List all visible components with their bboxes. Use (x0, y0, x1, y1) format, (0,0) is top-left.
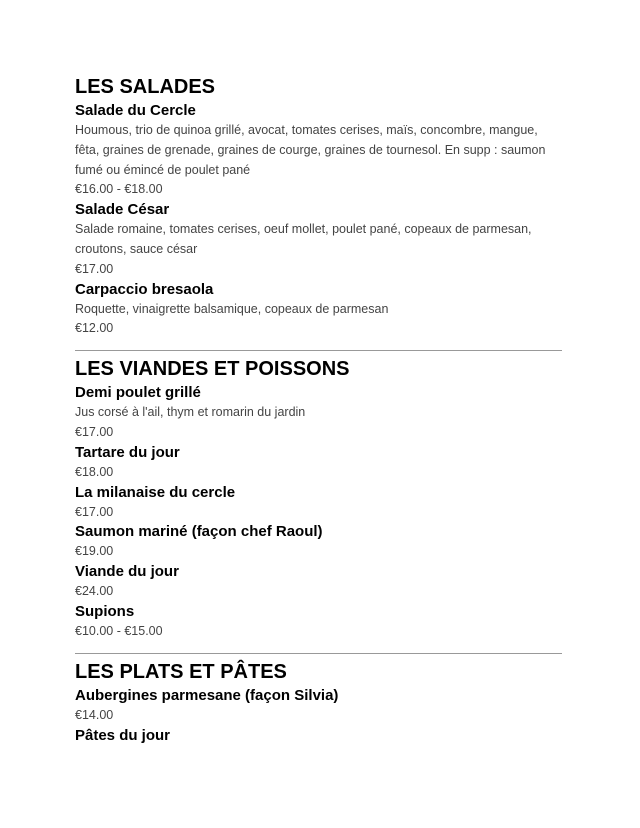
menu-item (75, 602, 562, 642)
menu-section (75, 658, 562, 746)
menu-section (75, 73, 562, 339)
menu-section (75, 355, 562, 642)
item-name: Saumon mariné (façon chef Raoul) (75, 523, 323, 541)
menu-item (75, 280, 562, 340)
section-title: LES SALADES (75, 76, 216, 98)
menu-item (75, 562, 562, 602)
item-name: Demi poulet grillé (75, 384, 201, 402)
item-name: Viande du jour (75, 563, 179, 581)
item-name: Aubergines parmesane (façon Silvia) (75, 686, 339, 704)
item-price: €24.00 (75, 584, 114, 599)
menu-item (75, 101, 562, 200)
item-name: La milanaise du cercle (75, 483, 236, 501)
item-price: €18.00 (75, 464, 114, 479)
section-divider (75, 653, 562, 654)
menu-item (75, 522, 562, 562)
item-price: €17.00 (75, 504, 114, 519)
menu-item (75, 483, 562, 523)
item-description: Salade romaine, tomates cerises, oeuf mollet, poulet pané, copeaux de parmesan, croutons, sauce césar (75, 222, 532, 256)
menu-item (75, 383, 562, 443)
section-title: LES VIANDES ET POISSONS (75, 358, 350, 381)
item-price: €17.00 (75, 424, 114, 439)
item-description: Jus corsé à l'ail, thym et romarin du jardin (75, 405, 306, 420)
item-price: €16.00 - €18.00 (75, 182, 163, 197)
item-price: €14.00 (75, 707, 114, 722)
section-divider (75, 350, 562, 351)
item-name: Salade du Cercle (75, 102, 196, 119)
menu-item (75, 686, 562, 726)
item-description: Roquette, vinaigrette balsamique, copeaux de parmesan (75, 301, 389, 316)
item-price: €12.00 (75, 321, 114, 336)
menu-item (75, 200, 562, 279)
item-description: Houmous, trio de quinoa grillé, avocat, tomates cerises, maïs, concombre, mangue, fêta, graines de grenade, graines de courge, graines de tournesol. En supp : saumon fumé ou émincé de poulet pané (75, 123, 546, 177)
item-name: Carpaccio bresaola (75, 280, 214, 298)
section-title: LES PLATS ET PÂTES (75, 660, 287, 683)
item-name: Pâtes du jour (75, 726, 171, 744)
menu-item (75, 443, 562, 483)
item-price: €10.00 - €15.00 (75, 623, 163, 638)
item-name: Tartare du jour (75, 443, 180, 461)
menu-page (75, 73, 562, 746)
menu-item (75, 726, 562, 746)
item-name: Supions (75, 602, 135, 620)
item-name: Salade César (75, 201, 170, 219)
item-price: €17.00 (75, 261, 114, 276)
item-price: €19.00 (75, 544, 114, 559)
